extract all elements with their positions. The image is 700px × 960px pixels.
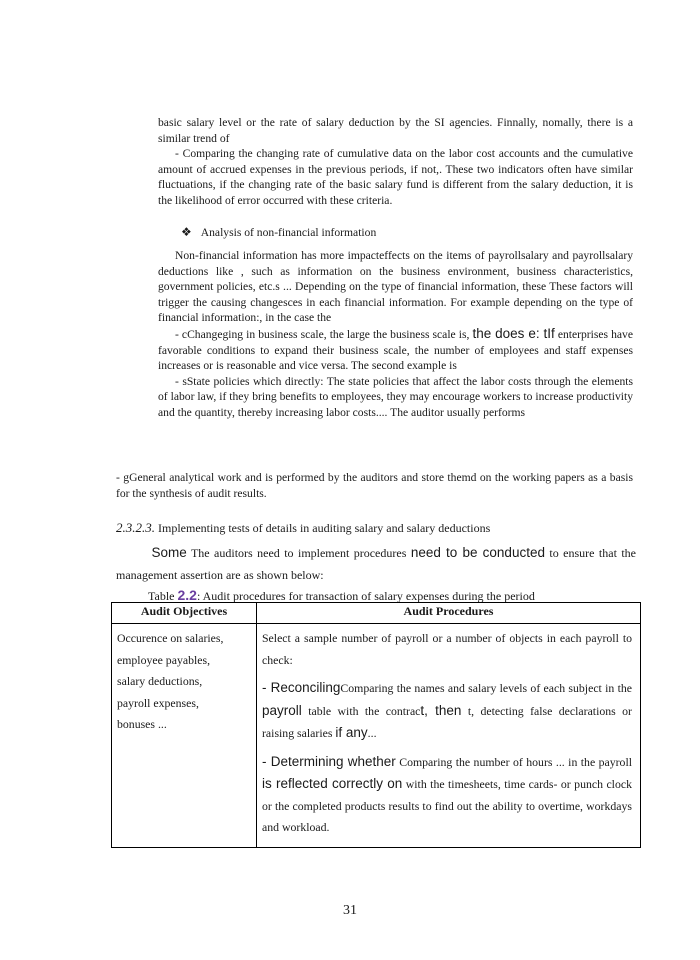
body-block-middle xyxy=(158,248,633,421)
paragraph-5: - sState policies which directly: The state policies that affect the labor costs through the elements of labor law, if they bring benefits to employees, they may encourage workers to increase productivity and the quantity, thereby increasing labor costs.... The auditor usually performs xyxy=(158,374,633,419)
intro-paragraph xyxy=(116,542,636,586)
paragraph-6: - gGeneral analytical work and is performed by the auditors and store themd on the working papers as a basis for the synthesis of audit results. xyxy=(116,471,633,500)
objective-line: Occurence on salaries, xyxy=(117,631,224,645)
procedure-1-part-d: table with the contrac xyxy=(308,703,421,718)
paragraph-4-part-a: - cChangeging in business scale, the large the business scale is, xyxy=(175,327,470,341)
procedure-2-part-a: - Determining whether xyxy=(262,753,396,769)
section-number: 2.3.2.3. xyxy=(116,520,155,535)
caption-number: 2.2 xyxy=(177,587,197,603)
section-heading xyxy=(116,520,490,536)
objective-line: bonuses ... xyxy=(117,717,167,731)
page-number: 31 xyxy=(343,903,357,918)
caption-text: : Audit procedures for transaction of salary expenses during the period xyxy=(196,589,535,603)
paragraph-1: basic salary level or the rate of salary deduction by the SI agencies. Finnally, nomally, there is a similar trend of xyxy=(158,116,633,145)
table-row xyxy=(112,624,641,848)
section-title: Implementing tests of details in auditing salary and salary deductions xyxy=(158,521,491,535)
procedure-1-part-h: ... xyxy=(367,726,377,740)
objective-line: employee payables, xyxy=(117,652,211,667)
table-header-row xyxy=(112,603,641,624)
procedure-1-part-c: payroll xyxy=(262,702,302,718)
paragraph-4-part-b: the does e: tIf xyxy=(472,325,555,341)
diamond-bullet-icon: ❖ xyxy=(181,225,192,239)
procedures-cell xyxy=(257,624,641,848)
procedure-intro: Select a sample number of payroll or a number of objects in each payroll to check: xyxy=(262,631,632,667)
intro-part-d: to ensure that the management assertion are as shown below: xyxy=(116,546,637,582)
paragraph-4 xyxy=(158,326,633,374)
audit-procedures-table xyxy=(111,602,641,848)
header-audit-objectives: Audit Objectives xyxy=(112,603,257,624)
paragraph-2: - Comparing the changing rate of cumulative data on the labor cost accounts and the cumulative amount of accrued expenses in the previous periods, if not,. These two indicators often have similar fluctuations, if the changing rate of the basic salary fund is different from the salary deduction, it is the likelihood of error occurred with these criteria. xyxy=(158,147,633,207)
paragraph-4-part-c: enterprises have favorable conditions to expand their business scale, the number of employees and staff expenses increases or is reasonable and vice versa. The second example is xyxy=(158,327,633,373)
objective-line: payroll expenses, xyxy=(117,695,199,710)
header-audit-procedures: Audit Procedures xyxy=(257,603,641,624)
intro-part-c: need to be conducted xyxy=(410,545,545,560)
procedure-1-part-f: t, detecting false declarations or raising salaries xyxy=(262,703,632,740)
procedure-1-part-a: - Reconciling xyxy=(262,680,341,695)
intro-part-a: Some xyxy=(151,545,187,560)
bullet-heading xyxy=(181,225,376,239)
procedure-item-2 xyxy=(262,751,632,839)
objective-line: salary deductions, xyxy=(117,674,203,688)
procedure-1-part-g: if any xyxy=(335,725,368,740)
objectives-cell xyxy=(112,624,257,848)
procedure-1-part-b: Comparing the names and salary levels of each subject in the xyxy=(340,681,632,695)
body-block-top xyxy=(158,115,633,209)
procedure-item-1 xyxy=(262,677,632,745)
procedure-2-part-d: with the timesheets, time cards- or punch clock or the completed products results to find out the ability to overtime, workdays and workload. xyxy=(262,777,632,834)
procedure-2-part-b: Comparing the number of hours ... in the payroll xyxy=(399,754,633,769)
paragraph-3: Non-financial information has more impacteffects on the items of payrollsalary and payrollsalary deductions like , such as information on the business environment, business characteristics, government policies, etc.s ... Depending on the type of financial information, these These factors will trigger the causing changesces in each financial information. For example depending on the type of financial information:, in the case the xyxy=(158,249,633,325)
procedure-2-part-c: is reflected correctly on xyxy=(262,776,403,791)
intro-part-b: The auditors need to implement procedures xyxy=(190,546,407,560)
bullet-text: Analysis of non-financial information xyxy=(200,226,377,239)
procedure-1-part-e: t, then xyxy=(420,702,462,718)
caption-prefix: Table xyxy=(148,589,175,603)
